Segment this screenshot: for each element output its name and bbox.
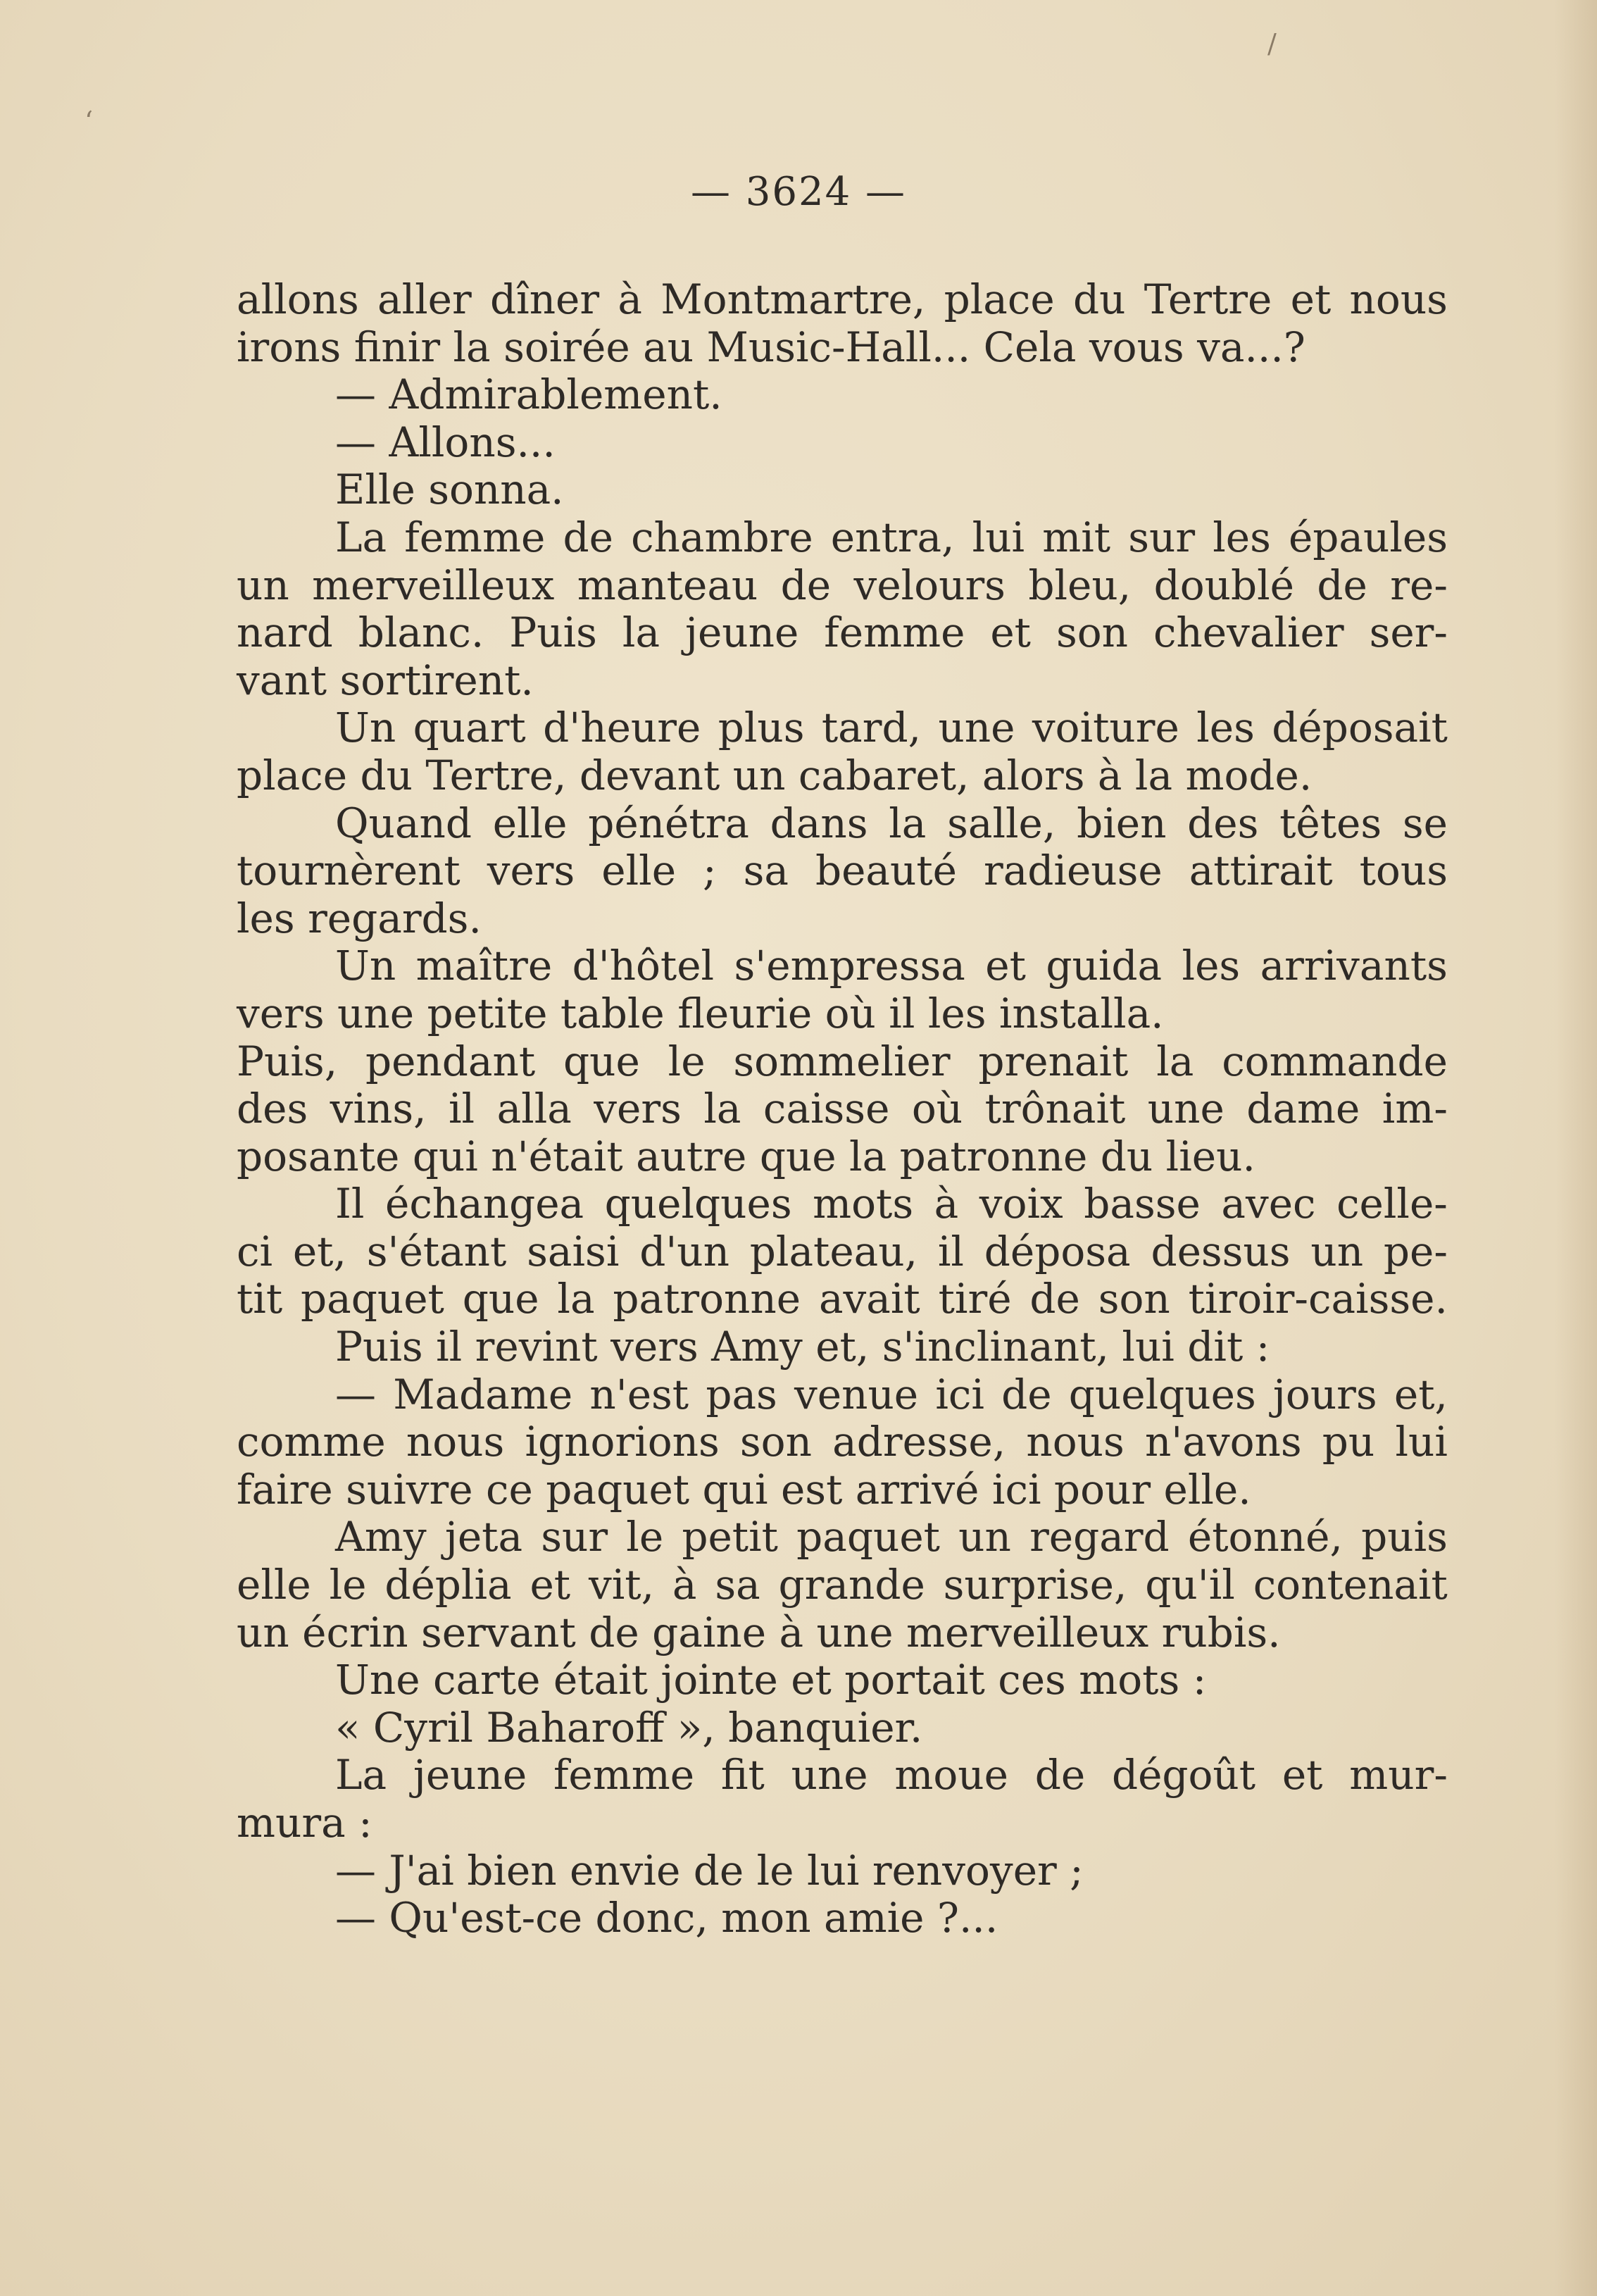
margin-mark: / [1267, 28, 1277, 59]
word: aller [377, 275, 472, 323]
word: s'étant [366, 1227, 507, 1275]
word: à [618, 275, 642, 323]
word: la [889, 799, 927, 847]
word: que [462, 1275, 539, 1323]
text-line [237, 562, 1448, 610]
text-line: Elle sonna. [335, 466, 564, 514]
word: commande [1222, 1037, 1448, 1085]
word: dîner [490, 275, 600, 323]
word: se [1402, 799, 1448, 847]
word: sa [743, 847, 789, 895]
text-line: les regards. [237, 894, 482, 942]
word: velours [853, 561, 1006, 609]
word: regard [1029, 1513, 1170, 1561]
word: re- [1390, 561, 1448, 609]
word: n'avons [1144, 1418, 1302, 1466]
word: déposait [1272, 704, 1448, 752]
word: il [449, 1085, 475, 1133]
word: s'empressa [734, 942, 965, 990]
word: Un [335, 942, 396, 990]
word: tiroir-caisse. [1188, 1275, 1448, 1323]
word: pe- [1383, 1227, 1448, 1275]
word: un [237, 561, 289, 609]
word: Il [335, 1180, 365, 1228]
word: têtes [1279, 799, 1382, 847]
word: pendant [365, 1037, 536, 1085]
text-line: faire suivre ce paquet qui est arrivé ici pour elle. [237, 1465, 1251, 1514]
word: femme [404, 513, 546, 561]
word: n'est [589, 1370, 689, 1418]
word: jeta [444, 1513, 523, 1561]
text-line [237, 847, 1448, 895]
word: Madame [393, 1370, 573, 1418]
word: et [530, 1561, 571, 1609]
word: plus [718, 704, 805, 752]
word: maître [415, 942, 553, 990]
text-line: posante qui n'était autre que la patronne du lieu. [237, 1132, 1255, 1180]
word: ignorions [525, 1418, 720, 1466]
word: vins, [330, 1085, 427, 1133]
word: attirait [1189, 847, 1333, 895]
word: manteau [577, 561, 758, 609]
word: et [990, 609, 1031, 657]
word: plateau, [749, 1227, 918, 1275]
word: mit [1042, 513, 1111, 561]
text-line: — J'ai bien envie de le lui renvoyer ; [335, 1846, 1084, 1895]
word: que [563, 1037, 640, 1085]
text-line: Puis il revint vers Amy et, s'inclinant, lui dit : [335, 1323, 1270, 1371]
word: allons [237, 275, 359, 323]
word: puis [1361, 1513, 1448, 1561]
word: une [791, 1751, 868, 1799]
word: le [626, 1513, 664, 1561]
word: le [668, 1037, 706, 1085]
word: ser- [1369, 609, 1448, 657]
word: petit [682, 1513, 778, 1561]
word: de [1001, 1370, 1052, 1418]
word: chambre [631, 513, 813, 561]
word: tournèrent [237, 847, 461, 895]
text-line: place du Tertre, devant un cabaret, alors à la mode. [237, 751, 1313, 799]
text-line: « Cyril Baharoff », banquier. [335, 1703, 923, 1752]
text-line [237, 276, 1448, 324]
word: ; [703, 847, 717, 895]
word: guida [1046, 942, 1163, 990]
word: entra, [830, 513, 955, 561]
word: moue [894, 1751, 1008, 1799]
word: et [1282, 1751, 1323, 1799]
word: La [335, 513, 387, 561]
word: nous [1349, 275, 1448, 323]
word: bleu, [1028, 561, 1132, 609]
text-line: vant sortirent. [237, 656, 534, 704]
word: dessus [1151, 1227, 1291, 1275]
word: ici [935, 1370, 984, 1418]
word: chevalier [1153, 609, 1344, 657]
word: jeune [684, 609, 799, 657]
word: avait [818, 1275, 920, 1323]
word: un [1310, 1227, 1364, 1275]
text-line [237, 1228, 1448, 1276]
word: et, [1394, 1370, 1448, 1418]
word: avec [1221, 1180, 1316, 1228]
word: tard, [821, 704, 922, 752]
word: les [1196, 704, 1255, 752]
word: nard [237, 609, 333, 657]
word: des [1187, 799, 1259, 847]
text-line [237, 1038, 1448, 1086]
word: paquet [301, 1275, 444, 1323]
text-line [237, 609, 1448, 657]
word: nous [406, 1418, 505, 1466]
word: paquet [796, 1513, 940, 1561]
word: de [1029, 1275, 1080, 1323]
word: et [985, 942, 1026, 990]
word: quelques [604, 1180, 792, 1228]
word: Quand [335, 799, 472, 847]
word: La [335, 1751, 387, 1799]
text-line: — Allons... [335, 418, 556, 466]
text-line: — Qu'est-ce donc, mon amie ?... [335, 1894, 998, 1942]
text-line: mura : [237, 1799, 372, 1847]
text-line: — Admirablement. [335, 370, 722, 419]
word: vers [487, 847, 575, 895]
word: d'hôtel [572, 942, 715, 990]
text-line: Une carte était jointe et portait ces mots : [335, 1656, 1207, 1704]
text-line: un écrin servant de gaine à une merveilleux rubis. [237, 1608, 1281, 1657]
word: patronne [613, 1275, 801, 1323]
word: nous [1026, 1418, 1125, 1466]
word: grande [778, 1561, 925, 1609]
word: jeune [413, 1751, 527, 1799]
word: salle, [947, 799, 1056, 847]
text-line [237, 942, 1448, 990]
word: elle [237, 1561, 311, 1609]
word: dans [770, 799, 868, 847]
word: Puis [509, 609, 597, 657]
text-line [237, 1180, 1448, 1228]
word: basse [1084, 1180, 1201, 1228]
word: les [1213, 513, 1271, 561]
word: les [1182, 942, 1241, 990]
text-line [237, 1418, 1448, 1466]
word: radieuse [983, 847, 1163, 895]
word: sur [1128, 513, 1196, 561]
word: une [1147, 1085, 1225, 1133]
word: son [1056, 609, 1128, 657]
word: Puis, [237, 1037, 338, 1085]
word: fit [720, 1751, 765, 1799]
text-line [237, 1085, 1448, 1133]
word: dame [1246, 1085, 1360, 1133]
word: la [557, 1275, 595, 1323]
word: caisse [763, 1085, 890, 1133]
word: jours [1272, 1370, 1377, 1418]
text-line: irons finir la soirée au Music-Hall... Cela vous va...? [237, 323, 1305, 371]
word: et [1290, 275, 1332, 323]
word: voiture [1032, 704, 1179, 752]
margin-mark: ‘ [84, 106, 94, 137]
word: échangea [385, 1180, 584, 1228]
word: qu'il [1145, 1561, 1235, 1609]
word: pas [706, 1370, 777, 1418]
word: place [944, 275, 1055, 323]
word: quelques [1068, 1370, 1256, 1418]
word: à [672, 1561, 697, 1609]
word: merveilleux [312, 561, 555, 609]
word: elle [492, 799, 568, 847]
word: prenait [978, 1037, 1129, 1085]
text-line [237, 1514, 1448, 1561]
word: trônait [984, 1085, 1126, 1133]
word: adresse, [832, 1418, 1006, 1466]
word: le [329, 1561, 367, 1609]
word: déposa [984, 1227, 1131, 1275]
word: la [703, 1085, 741, 1133]
text-line [237, 1561, 1448, 1609]
word: elle [601, 847, 677, 895]
word: im- [1382, 1085, 1448, 1133]
word: Tertre [1144, 275, 1272, 323]
text-line [237, 1752, 1448, 1799]
text-line [237, 704, 1448, 752]
word: tiré [938, 1275, 1012, 1323]
word: tit [237, 1275, 283, 1323]
word: Amy [335, 1513, 427, 1561]
word: des [237, 1085, 308, 1133]
word: et, [292, 1227, 346, 1275]
word: quart [413, 704, 526, 752]
word: déplia [384, 1561, 512, 1609]
word: épaules [1288, 513, 1448, 561]
word: femme [824, 609, 965, 657]
word: contenait [1253, 1561, 1448, 1609]
word: de [1317, 561, 1367, 609]
text-line: vers une petite table fleurie où il les installa. [237, 989, 1164, 1037]
word: à [934, 1180, 959, 1228]
word: celle- [1336, 1180, 1448, 1228]
word: d'heure [543, 704, 701, 752]
word: Un [335, 704, 396, 752]
word: arrivants [1260, 942, 1448, 990]
word: un [958, 1513, 1011, 1561]
word: de [563, 513, 613, 561]
body-text [237, 276, 1448, 1942]
page-edge-shadow [1555, 0, 1597, 2296]
word: alla [496, 1085, 572, 1133]
word: doublé [1153, 561, 1294, 609]
word: étonné, [1187, 1513, 1343, 1561]
word: dégoût [1111, 1751, 1256, 1799]
word: voix [979, 1180, 1063, 1228]
word: lui [1395, 1418, 1448, 1466]
word: pénétra [588, 799, 749, 847]
word: saisi [527, 1227, 620, 1275]
word: vers [594, 1085, 682, 1133]
word: beauté [815, 847, 957, 895]
word: comme [237, 1418, 386, 1466]
word: où [911, 1085, 963, 1133]
word: une [938, 704, 1015, 752]
word: Montmartre, [660, 275, 926, 323]
word: de [780, 561, 832, 609]
word: ci [237, 1227, 273, 1275]
word: vit, [588, 1561, 655, 1609]
word: mots [813, 1180, 914, 1228]
text-line [237, 800, 1448, 848]
word: son [739, 1418, 812, 1466]
word: de [1034, 1751, 1086, 1799]
word: venue [794, 1370, 919, 1418]
word: femme [553, 1751, 695, 1799]
word: sur [541, 1513, 608, 1561]
word: du [1072, 275, 1126, 323]
word: — [335, 1370, 376, 1418]
word: bien [1077, 799, 1167, 847]
word: mur- [1349, 1751, 1448, 1799]
word: la [1156, 1037, 1194, 1085]
word: pu [1322, 1418, 1375, 1466]
word: sommelier [733, 1037, 951, 1085]
word: tous [1359, 847, 1448, 895]
page-number: — 3624 — [690, 169, 907, 215]
text-line [237, 1371, 1448, 1419]
word: lui [972, 513, 1025, 561]
word: son [1098, 1275, 1170, 1323]
word: il [937, 1227, 964, 1275]
word: blanc. [358, 609, 484, 657]
text-line [237, 1275, 1448, 1323]
text-line [237, 514, 1448, 562]
word: d'un [639, 1227, 729, 1275]
word: la [622, 609, 660, 657]
word: sa [715, 1561, 760, 1609]
word: surprise, [943, 1561, 1127, 1609]
